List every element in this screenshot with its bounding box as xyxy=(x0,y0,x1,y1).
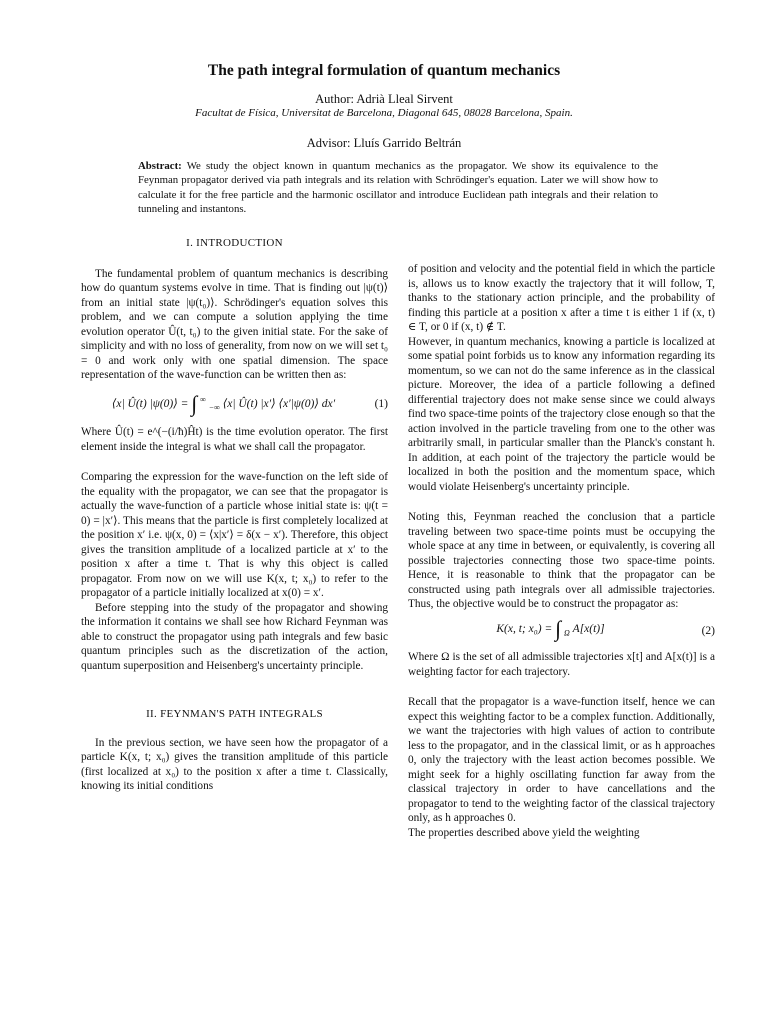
equation-lhs: K(x, t; x₀) = xyxy=(496,622,556,635)
equation-rhs: ⟨x| Û(t) |x′⟩ ⟨x′|ψ(0)⟩ dx′ xyxy=(222,397,336,410)
paragraph: The fundamental problem of quantum mechanics is describing how do quantum systems evolve in time. That is finding out |ψ(t)⟩ from an initial state |ψ(t₀)⟩. Schrödinger's equation solves this problem, and we can compute a solution applying the time evolution operator Û(t, t₀) to the given initial state. For the sake of simplicity and with no loss of generality, from now on we will set t₀ = 0 and work only with one spatial dimension. The space representation of the wave-function can be written then as: xyxy=(81,267,388,381)
advisor-line: Advisor: Lluís Garrido Beltrán xyxy=(306,136,462,150)
paragraph: However, in quantum mechanics, knowing a particle is localized at some spatial point forbids us to know any information regarding its momentum, so we can not do the same inference as in the classical picture. Moreover, the idea of a particle following a defined differential trajectory does not make sense since we could always find two space-time points of the trajectory close enough so that the action involved in the particle traveling from one to the other was arbitrarily small, in particular smaller than the Planck's constant h. In addition, at each point of the trajectory the particle would be localized in both the position and the momentum space, which would violate Heisenberg's uncertainty principle. xyxy=(408,335,715,493)
integral-upper-limit: ∞ xyxy=(200,394,206,404)
paragraph: of position and velocity and the potential field in which the particle is, allows us to know exactly the trajectory that it will follow, T, thanks to the stationary action principle, and the probability of finding this particle at a position x after a time t is either 1 if (x, t) ∈ T, or 0 if (x, t) ∉ T. xyxy=(408,263,715,333)
equation-lhs: ⟨x| Û(t) |ψ(0)⟩ = xyxy=(111,397,192,410)
integral-lower-limit: −∞ xyxy=(208,402,220,412)
left-column xyxy=(81,236,388,794)
abstract xyxy=(138,159,658,217)
abstract-label: Abstract: xyxy=(138,160,182,172)
section-heading-feynman: II. FEYNMAN'S PATH INTEGRALS xyxy=(146,708,323,721)
affiliation: Facultat de Física, Universitat de Barcelona, Diagonal 645, 08028 Barcelona, Spain. xyxy=(195,107,573,119)
equation-rhs: A[x(t)] xyxy=(572,622,605,635)
paragraph: The properties described above yield the weighting xyxy=(408,826,640,839)
author-line: Author: Adrià Lleal Sirvent xyxy=(315,92,453,106)
paragraph: Recall that the propagator is a wave-function itself, hence we can expect this weighting factor to be a complex function. Additionally, we want the trajectories with high values of action to contribute less to the propagator, and in the classical limit, or as h approaches 0, only the trajectory with the least action becomes possible. We might seek for a highly oscillating function far away from the classical trajectory in order to have cancellations and the propagator to tend to the weighting factor of the classical trajectory only, as h approaches 0. xyxy=(408,696,715,825)
abstract-text: We study the object known in quantum mechanics as the propagator. We show its equivalence to the Feynman propagator derived via path integrals and its relation with Schrödinger's equation. Later we will show how to calculate it for the free particle and the harmonic oscillator and introduce Euclidean path integrals and their relation to tunneling and instantons. xyxy=(138,160,658,216)
paragraph: Comparing the expression for the wave-function on the left side of the equality with the propagator, we can see that the propagator is actually the wave-function of a particle whose initial state is: ψ(t = 0) = |x′⟩. This means that the particle is first completely localized at the position x′ i.e. ψ(x, 0) = ⟨x|x′⟩ = δ(x − x′). Therefore, this object gives the transition amplitude of a localized particle at x′ to the position x after a time t. That is why this object is called propagator. From now on we will use K(x, t; x₀) to refer to the propagator of a particle initially localized at x(0) = x′. xyxy=(81,471,388,600)
paragraph: Where Û(t) = e^(−(i/ħ)Ĥt) is the time evolution operator. The first element inside the integral is what we shall call the propagator. xyxy=(81,426,388,453)
paper-title: The path integral formulation of quantum mechanics xyxy=(207,62,561,79)
section-heading-introduction: I. INTRODUCTION xyxy=(186,237,283,249)
equation-1 xyxy=(81,390,388,416)
paragraph: Before stepping into the study of the propagator and showing the information it contains we shall see how Richard Feynman was able to construct the propagator using path integrals and few basic quantum principles such as the discretization of the action, quantum superposition and Heisenberg's uncertainty principle. xyxy=(81,601,388,672)
equation-number: (1) xyxy=(374,397,388,410)
equation-2 xyxy=(408,615,715,641)
integral-sign: ∫ xyxy=(555,615,562,641)
paragraph: Noting this, Feynman reached the conclusion that a particle traveling between two space-time points must be occupying the whole space at any time in between, or equivalently, is covering all possible trajectories connecting those two space-time points. Hence, it is reasonable to think that the propagator can be constructed using path integrals over all admissible trajectories. Thus, the objective would be to construct the propagator as: xyxy=(408,511,715,610)
right-column xyxy=(408,262,715,840)
equation-number: (2) xyxy=(701,624,715,637)
integral-lower-limit: Ω xyxy=(564,627,570,637)
integral-sign: ∫ xyxy=(191,390,198,416)
paragraph: In the previous section, we have seen how the propagator of a particle K(x, t; x₀) gives the transition amplitude of this particle (first localized at x₀) to the position x after a time t. Classically, knowing its initial conditions xyxy=(81,736,388,793)
paragraph: Where Ω is the set of all admissible trajectories x[t] and A[x(t)] is a weighting factor for each trajectory. xyxy=(408,651,715,678)
